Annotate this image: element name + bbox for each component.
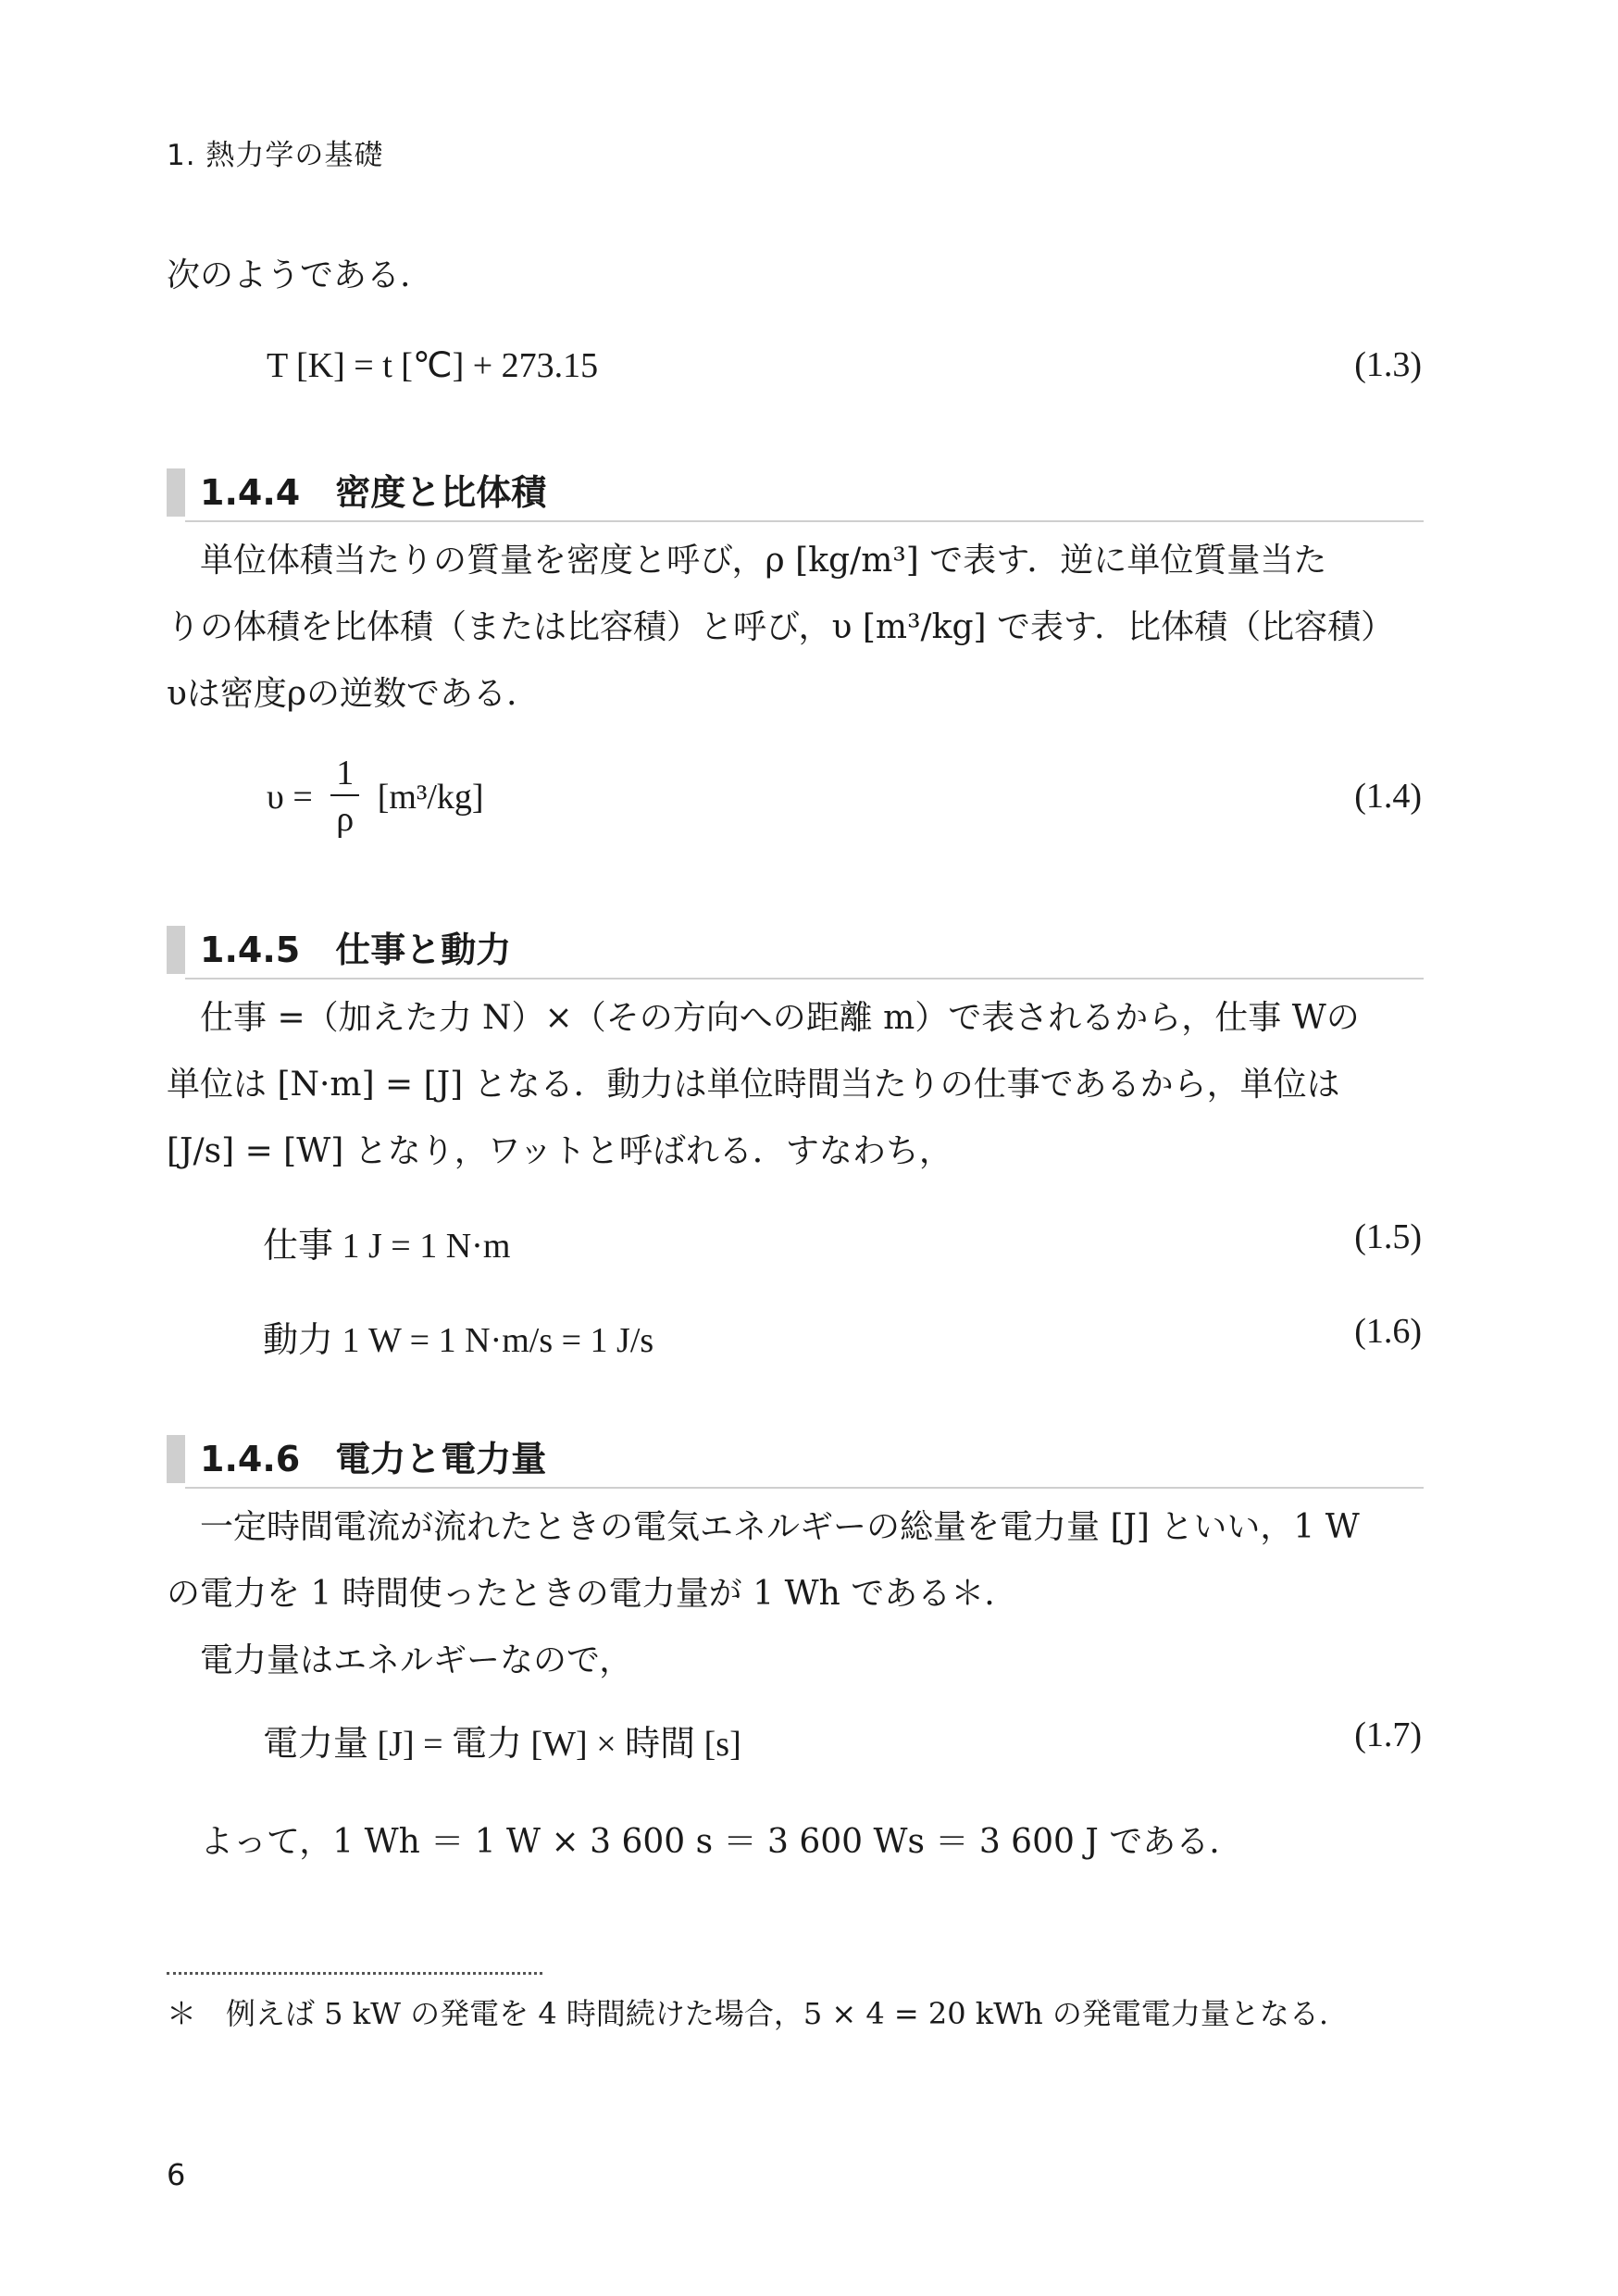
paragraph-line: 仕事 =（加えた力 N）×（その方向への距離 m）で表されるから，仕事 Wの — [167, 999, 1360, 1037]
equation-1-7: 電力量 [J] = 電力 [W] × 時間 [s] — [263, 1725, 741, 1764]
fraction — [330, 752, 359, 842]
equation-unit: [m³/kg] — [377, 778, 484, 817]
section-heading-1-4-5 — [167, 926, 1424, 974]
intro-text: 次のようである. — [167, 256, 411, 294]
running-head: 1. 熱力学の基礎 — [167, 139, 384, 172]
heading-rule — [185, 520, 1424, 522]
paragraph-line: 電力量はエネルギーなので， — [167, 1641, 633, 1679]
heading-bar — [167, 926, 185, 974]
equation-1-4 — [267, 752, 484, 842]
footnote-separator — [167, 1972, 542, 1975]
paragraph-line: 単位体積当たりの質量を密度と呼び，ρ [kg/m³] で表す．逆に単位質量当た — [167, 542, 1327, 580]
footnote: ＊ 例えば 5 kW の発電を 4 時間続けた場合，5 × 4 = 20 kWh の発電電力量となる. — [167, 1996, 1329, 2031]
fraction-denominator: ρ — [336, 800, 355, 839]
heading-rule — [185, 1487, 1424, 1489]
equation-number-1-4: (1.4) — [1354, 777, 1422, 816]
paragraph-line: [J/s] = [W] となり，ワットと呼ばれる．すなわち， — [167, 1132, 952, 1170]
paragraph-line: の電力を 1 時間使ったときの電力量が 1 Wh である＊. — [167, 1575, 995, 1613]
paragraph-line: りの体積を比体積（または比容積）と呼び，υ [m³/kg] で表す．比体積（比容積） — [167, 608, 1395, 646]
section-heading-1-4-6 — [167, 1435, 1424, 1483]
heading-text: 1.4.5 仕事と動力 — [200, 930, 512, 970]
equation-number-1-7: (1.7) — [1354, 1716, 1422, 1754]
equation-lhs: υ = — [267, 778, 313, 817]
heading-text: 1.4.4 密度と比体積 — [200, 472, 547, 513]
equation-1-5: 仕事 1 J = 1 N·m — [263, 1227, 511, 1266]
heading-bar — [167, 1435, 185, 1483]
paragraph-line: 単位は [N·m] = [J] となる．動力は単位時間当たりの仕事であるから，単位は — [167, 1066, 1340, 1104]
section-heading-1-4-4 — [167, 468, 1424, 517]
equation-number-1-5: (1.5) — [1354, 1217, 1422, 1256]
paragraph-line: 一定時間電流が流れたときの電気エネルギーの総量を電力量 [J] といい，1 W — [167, 1508, 1360, 1546]
heading-rule — [185, 978, 1424, 980]
page-number: 6 — [167, 2157, 186, 2192]
paragraph-1-4-6 — [167, 1494, 1424, 1694]
equation-1-6: 動力 1 W = 1 N·m/s = 1 J/s — [263, 1321, 654, 1360]
paragraph-1-4-5 — [167, 985, 1424, 1185]
fraction-numerator: 1 — [330, 752, 359, 796]
equation-number-1-3: (1.3) — [1354, 345, 1422, 384]
heading-text: 1.4.6 電力と電力量 — [200, 1439, 547, 1479]
equation-1-3: T [K] = t [℃] + 273.15 — [267, 346, 599, 385]
heading-bar — [167, 468, 185, 517]
conclusion-line: よって，1 Wh ＝ 1 W × 3 600 s ＝ 3 600 Ws ＝ 3 600 J である. — [167, 1823, 1220, 1861]
paragraph-1-4-4 — [167, 528, 1424, 728]
equation-number-1-6: (1.6) — [1354, 1312, 1422, 1351]
paragraph-line: υは密度ρの逆数である. — [167, 675, 517, 713]
